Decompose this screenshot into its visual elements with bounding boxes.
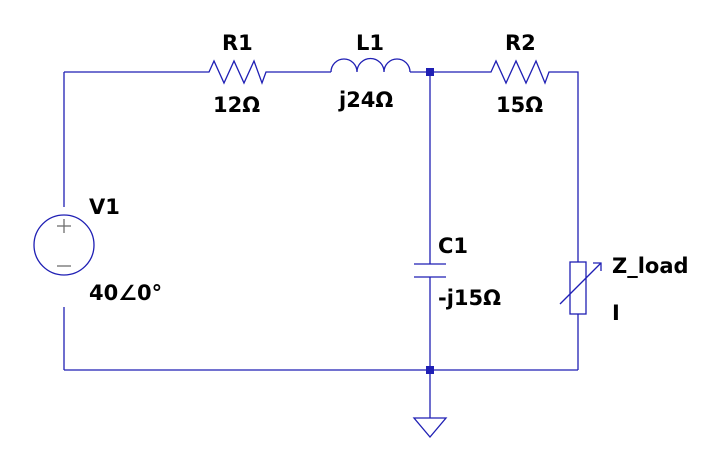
l1-value-label: j24Ω bbox=[339, 88, 394, 112]
wire-r2-right bbox=[552, 72, 578, 262]
v1-name-label: V1 bbox=[89, 195, 120, 219]
junction-top bbox=[426, 68, 434, 76]
junction-bottom bbox=[426, 366, 434, 374]
resistor-r2-symbol bbox=[487, 61, 552, 83]
r1-value-label: 12Ω bbox=[213, 93, 261, 117]
zload-value-label: I bbox=[612, 301, 620, 325]
resistor-r1-symbol bbox=[205, 61, 269, 83]
r2-name-label: R2 bbox=[505, 31, 536, 55]
l1-name-label: L1 bbox=[356, 31, 384, 55]
r2-value-label: 15Ω bbox=[496, 93, 544, 117]
ground-symbol bbox=[414, 418, 446, 437]
zload-name-label: Z_load bbox=[612, 254, 689, 278]
variable-resistor-zload-symbol bbox=[560, 262, 601, 314]
wires bbox=[64, 72, 578, 418]
c1-name-label: C1 bbox=[438, 234, 469, 258]
capacitor-c1-symbol bbox=[414, 264, 446, 277]
voltage-source-v1-symbol bbox=[34, 215, 94, 275]
r1-name-label: R1 bbox=[222, 31, 253, 55]
c1-value-label: -j15Ω bbox=[438, 286, 501, 310]
inductor-l1-symbol bbox=[331, 59, 410, 72]
v1-value-label: 40∠0° bbox=[89, 281, 163, 305]
